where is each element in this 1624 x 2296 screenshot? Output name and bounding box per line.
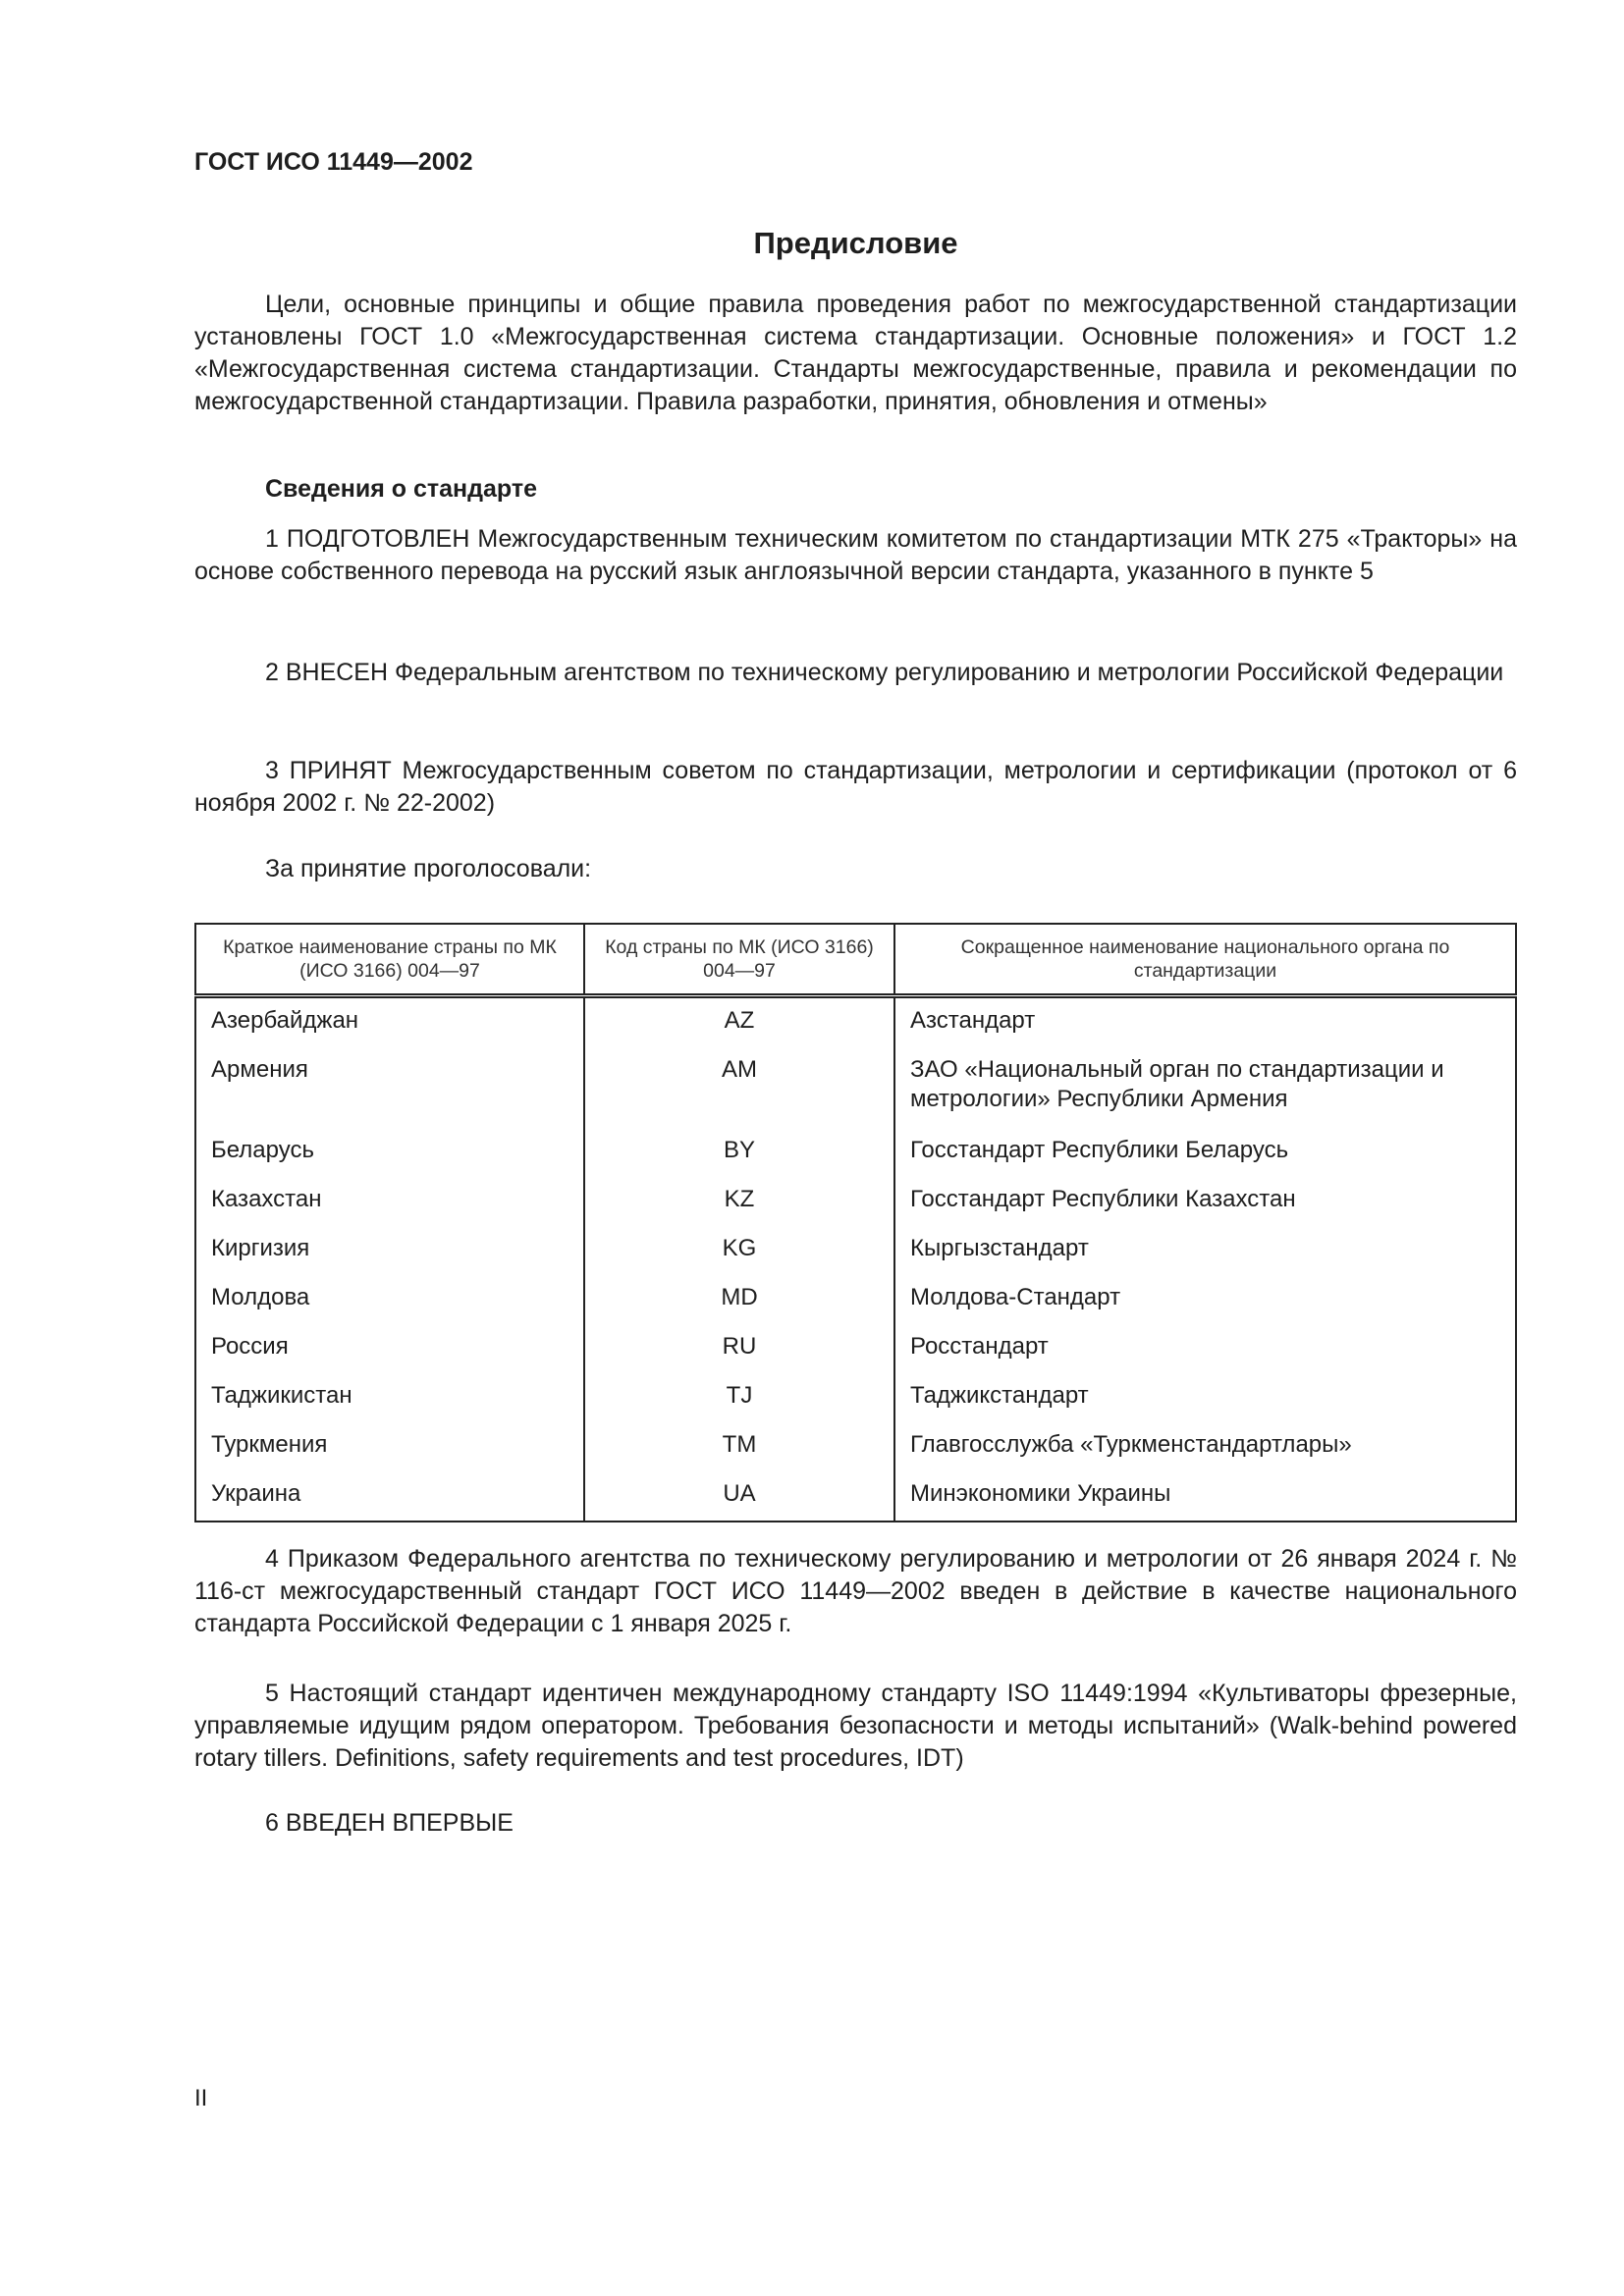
code-cell: AM	[584, 1047, 894, 1128]
code-cell: AZ	[584, 996, 894, 1048]
table-row	[195, 1422, 1516, 1471]
voting-label: За принятие проголосовали:	[265, 855, 592, 882]
body-cell: Таджикстандарт	[894, 1373, 1516, 1422]
page-title: Предисловие	[753, 226, 958, 260]
body-cell: Главгосслужба «Туркменстандартлары»	[894, 1422, 1516, 1471]
page-number: II	[194, 2085, 208, 2111]
country-cell: Казахстан	[195, 1177, 584, 1226]
body-cell: Азстандарт	[894, 996, 1516, 1048]
intro-paragraph: Цели, основные принципы и общие правила проведения работ по межгосударственной стандартизации установлены ГОСТ 1.0 «Межгосударственная система стандартизации. Основные положения» и ГОСТ 1.2 «Межгосударственная система стандартизации. Стандарты межгосударственные, правила и рекомендации по межгосударственной стандартизации. Правила разработки, принятия, обновления и отмены»	[194, 291, 1517, 415]
table-row	[195, 1226, 1516, 1275]
country-cell: Армения	[195, 1047, 584, 1128]
country-cell: Таджикистан	[195, 1373, 584, 1422]
document-header: ГОСТ ИСО 11449—2002	[194, 148, 473, 176]
table-row	[195, 1324, 1516, 1373]
table-row	[195, 1275, 1516, 1324]
code-cell: KG	[584, 1226, 894, 1275]
table-row	[195, 1047, 1516, 1128]
country-cell: Беларусь	[195, 1128, 584, 1177]
item-5: 5 Настоящий стандарт идентичен международному стандарту ISO 11449:1994 «Культиваторы фрезерные, управляемые идущим рядом оператором. Требования безопасности и методы испытаний» (Walk-behind powered rotary tillers. Definitions, safety requirements and test procedures, IDT)	[194, 1680, 1517, 1772]
section-title: Сведения о стандарте	[265, 475, 538, 503]
table-row	[195, 996, 1516, 1048]
code-cell: BY	[584, 1128, 894, 1177]
country-cell: Туркмения	[195, 1422, 584, 1471]
item-3: 3 ПРИНЯТ Межгосударственным советом по стандартизации, метрологии и сертификации (протокол от 6 ноября 2002 г. № 22-2002)	[194, 757, 1517, 817]
code-cell: UA	[584, 1471, 894, 1522]
item-4: 4 Приказом Федерального агентства по техническому регулированию и метрологии от 26 января 2024 г. № 116-ст межгосударственный стандарт ГОСТ ИСО 11449—2002 введен в действие в качестве национального стандарта Российской Федерации с 1 января 2025 г.	[194, 1545, 1517, 1637]
body-cell: Госстандарт Республики Казахстан	[894, 1177, 1516, 1226]
table-row	[195, 1128, 1516, 1177]
country-cell: Украина	[195, 1471, 584, 1522]
body-cell: Кыргызстандарт	[894, 1226, 1516, 1275]
body-cell: ЗАО «Национальный орган по стандартизации и метрологии» Республики Армения	[894, 1047, 1516, 1128]
country-cell: Киргизия	[195, 1226, 584, 1275]
code-cell: TJ	[584, 1373, 894, 1422]
table-row	[195, 1471, 1516, 1522]
table-header-row	[195, 924, 1516, 996]
table-row	[195, 1373, 1516, 1422]
code-cell: KZ	[584, 1177, 894, 1226]
country-cell: Азербайджан	[195, 996, 584, 1048]
item-1: 1 ПОДГОТОВЛЕН Межгосударственным техническим комитетом по стандартизации МТК 275 «Тракторы» на основе собственного перевода на русский язык англоязычной версии стандарта, указанного в пункте 5	[194, 525, 1517, 585]
voting-countries-table	[194, 923, 1517, 1522]
body-cell: Молдова-Стандарт	[894, 1275, 1516, 1324]
code-cell: RU	[584, 1324, 894, 1373]
column-header-country: Краткое наименование страны по МК (ИСО 3166) 004—97	[195, 924, 584, 996]
code-cell: TM	[584, 1422, 894, 1471]
body-cell: Росстандарт	[894, 1324, 1516, 1373]
item-6: 6 ВВЕДЕН ВПЕРВЫЕ	[265, 1809, 514, 1837]
body-cell: Госстандарт Республики Беларусь	[894, 1128, 1516, 1177]
country-cell: Россия	[195, 1324, 584, 1373]
table-row	[195, 1177, 1516, 1226]
column-header-code: Код страны по МК (ИСО 3166) 004—97	[584, 924, 894, 996]
code-cell: MD	[584, 1275, 894, 1324]
body-cell: Минэкономики Украины	[894, 1471, 1516, 1522]
column-header-body: Сокращенное наименование национального органа по стандартизации	[894, 924, 1516, 996]
item-2: 2 ВНЕСЕН Федеральным агентством по техническому регулированию и метрологии Российской Федерации	[265, 659, 1504, 686]
country-cell: Молдова	[195, 1275, 584, 1324]
